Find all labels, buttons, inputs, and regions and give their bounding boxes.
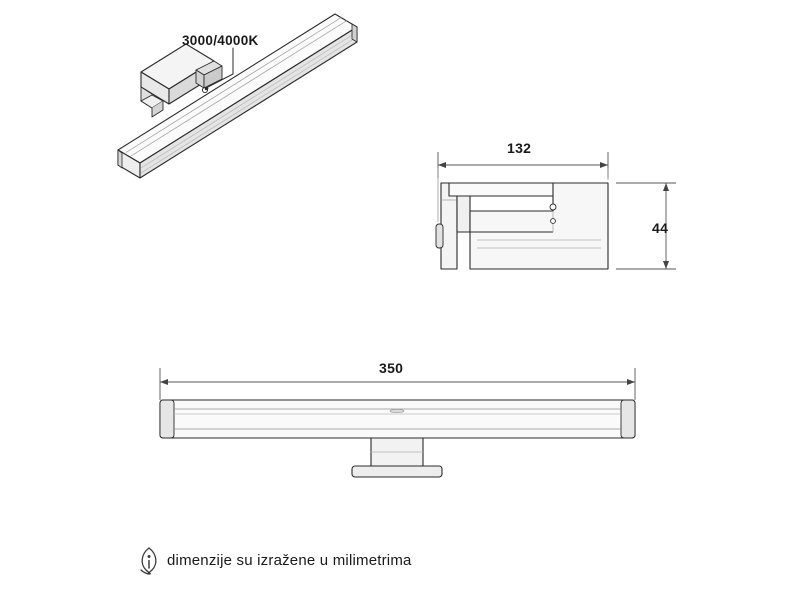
label-dimension-height: 44: [652, 220, 669, 236]
info-icon: [141, 548, 156, 574]
label-dimension-depth: 132: [507, 140, 532, 156]
label-color-temperature: 3000/4000K: [182, 33, 259, 48]
label-dimension-length: 350: [379, 360, 404, 376]
front-view: [160, 400, 635, 477]
units-note: dimenzije su izražene u milimetrima: [167, 552, 412, 569]
side-view: [436, 183, 608, 269]
